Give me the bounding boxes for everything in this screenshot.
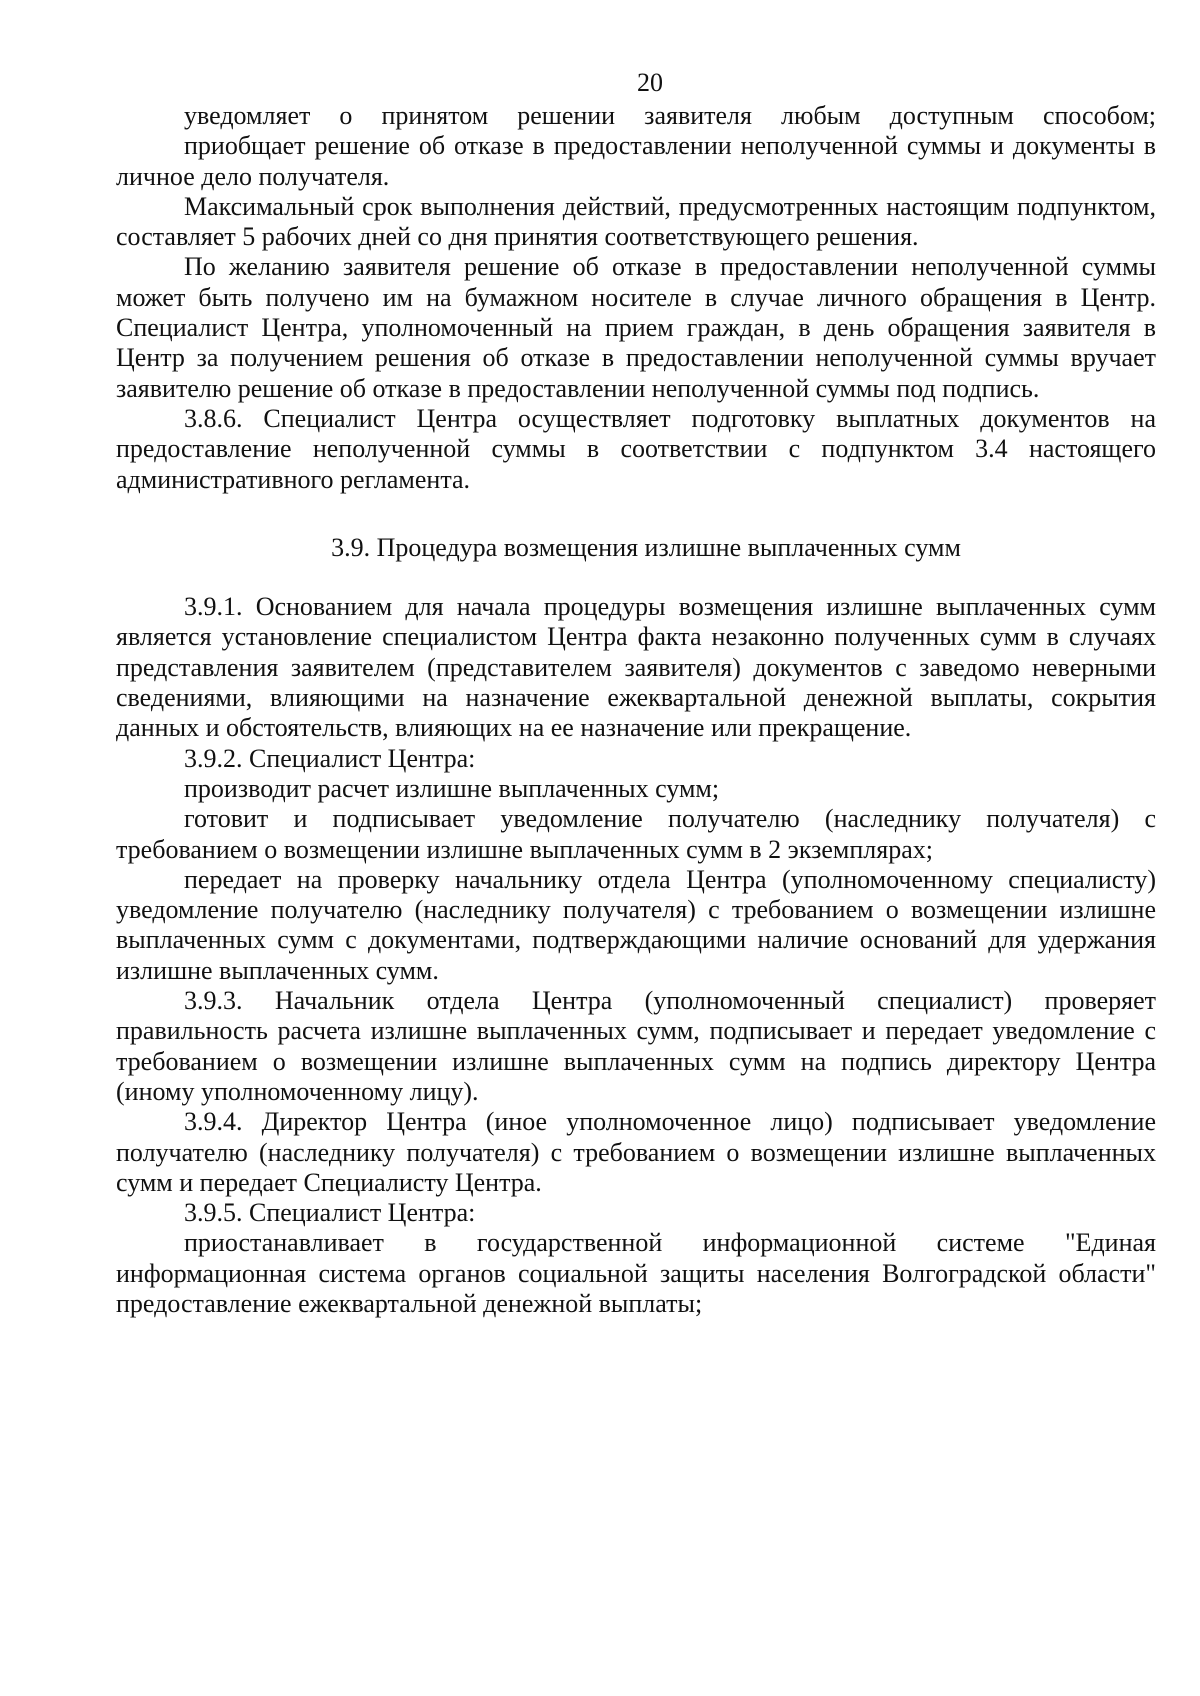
paragraph: 3.9.2. Специалист Центра: xyxy=(184,743,476,773)
paragraph: приостанавливает в государственной информационной системе "Единая информационная система органов социальной защиты населения Волгоградской области" предоставление ежеквартальной денежной выплаты; xyxy=(116,1228,1156,1318)
paragraph: приобщает решение об отказе в предоставлении неполученной суммы и документы в личное дело получателя. xyxy=(116,131,1156,191)
section-title: 3.9. Процедура возмещения излишне выплаченных сумм xyxy=(331,532,961,562)
paragraph: 3.9.5. Специалист Центра: xyxy=(184,1198,476,1228)
paragraph: 3.9.3. Начальник отдела Центра (уполномоченный специалист) проверяет правильность расчета излишне выплаченных сумм, подписывает и передает уведомление с требованием о возмещении излишне выплаченных сумм на подпись директору Центра (иному уполномоченному лицу). xyxy=(116,986,1156,1106)
page-number: 20 xyxy=(637,68,663,97)
paragraph: 3.9.1. Основанием для начала процедуры возмещения излишне выплаченных сумм является установление специалистом Центра факта незаконно полученных сумм в случаях представления заявителем (представителем заявителя) документов с заведомо неверными сведениями, влияющими на назначение ежеквартальной денежной выплаты, сокрытия данных и обстоятельств, влияющих на ее назначение или прекращение. xyxy=(116,592,1156,743)
paragraph: передает на проверку начальнику отдела Центра (уполномоченному специалисту) уведомление получателю (наследнику получателя) с требованием о возмещении излишне выплаченных сумм с документами, подтверждающими наличие оснований для удержания излишне выплаченных сумм. xyxy=(116,864,1156,985)
paragraph: Максимальный срок выполнения действий, предусмотренных настоящим подпунктом, составляет 5 рабочих дней со дня принятия соответствующего решения. xyxy=(116,191,1156,252)
paragraph: 3.9.4. Директор Центра (иное уполномоченное лицо) подписывает уведомление получателю (наследнику получателя) с требованием о возмещении излишне выплаченных сумм и передает Специалисту Центра. xyxy=(116,1107,1156,1197)
paragraph: По желанию заявителя решение об отказе в предоставлении неполученной суммы может быть получено им на бумажном носителе в случае личного обращения в Центр. Специалист Центра, уполномоченный на прием граждан, в день обращения заявителя в Центр за получением решения об отказе в предоставлении неполученной суммы вручает заявителю решение об отказе в предоставлении неполученной суммы под подпись. xyxy=(116,252,1156,403)
paragraph: 3.8.6. Специалист Центра осуществляет подготовку выплатных документов на предоставление неполученной суммы в соответствии с подпунктом 3.4 настоящего административного регламента. xyxy=(116,403,1156,494)
paragraph: производит расчет излишне выплаченных сумм; xyxy=(184,773,720,803)
paragraph: уведомляет о принятом решении заявителя любым доступным способом; xyxy=(184,101,1156,130)
document-body xyxy=(116,101,1156,1319)
paragraph: готовит и подписывает уведомление получателю (наследнику получателя) с требованием о возмещении излишне выплаченных сумм в 2 экземплярах; xyxy=(116,804,1156,864)
